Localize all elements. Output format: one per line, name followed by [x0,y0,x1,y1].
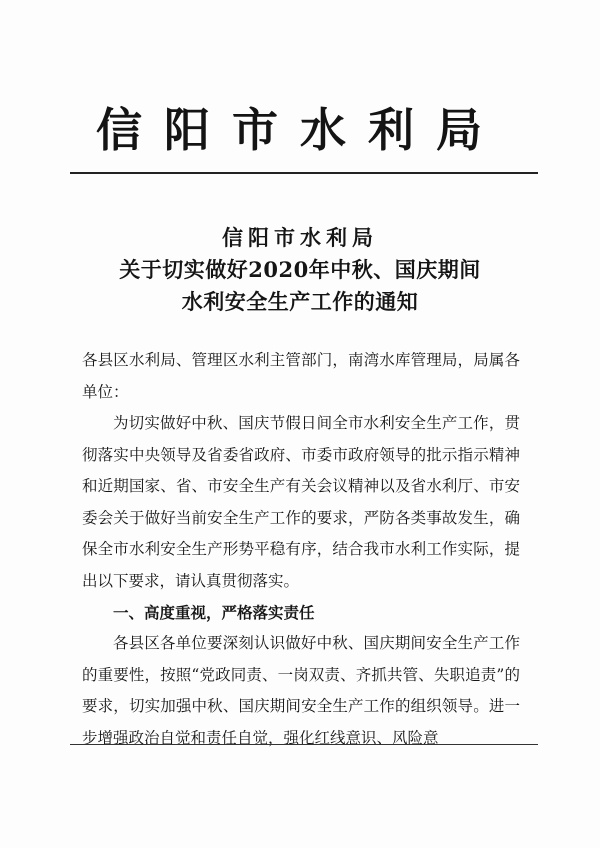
letterhead-divider [70,172,538,174]
addressee-line: 各县区水利局、管理区水利主管部门，南湾水库管理局，局属各单位： [82,351,520,401]
document-title [0,222,600,318]
title-line-issuer: 信阳市水利局 [222,225,378,250]
agency-letterhead: 信阳市水利局 [96,103,504,157]
section-heading: 一、高度重视，严格落实责任 [113,603,315,622]
footer-divider [70,744,538,745]
title-line-subject: 关于切实做好2020年中秋、国庆期间 [119,257,481,282]
title-line-notice: 水利安全生产工作的通知 [181,289,419,314]
body-paragraph-intro: 为切实做好中秋、国庆节假日间全市水利安全生产工作，贯彻落实中央领导及省委省政府、市委市政府领导的批示指示精神和近期国家、省、市安全生产有关会议精神以及省水利厅、市安委会关于做好当前安全生产工作的要求，严防各类事故发生，确保全市水利安全生产形势平稳有序，结合我市水利工作实际，提出以下要求，请认真贯彻落实。 [82,414,520,590]
body-paragraph-section1: 各县区各单位要深刻认识做好中秋、国庆期间安全生产工作的重要性，按照“党政同责、一岗双责、齐抓共管、失职追责”的要求，切实加强中秋、国庆期间安全生产工作的组织领导。进一步增强政治自觉和责任自觉，强化红线意识、风险意 [82,634,520,747]
